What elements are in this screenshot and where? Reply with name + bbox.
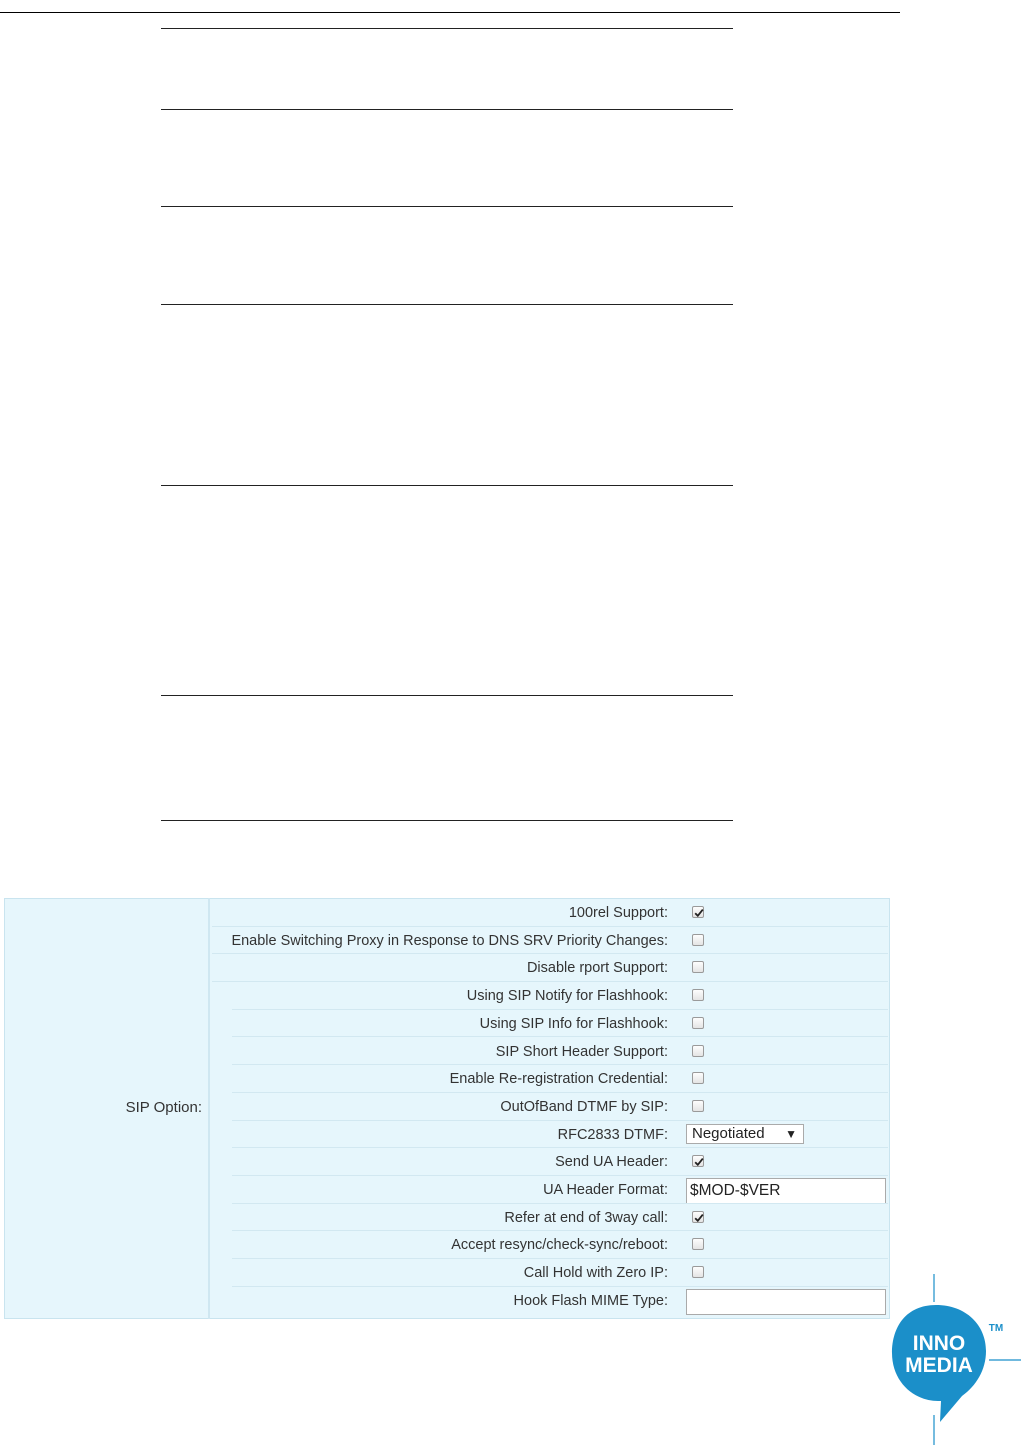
option-label: 100rel Support: — [568, 905, 668, 921]
table-rule-6 — [161, 695, 733, 696]
option-label: Call Hold with Zero IP: — [523, 1265, 668, 1282]
checkbox[interactable] — [692, 1155, 704, 1167]
checkbox[interactable] — [692, 1045, 704, 1057]
option-row-accept-resync-check-sync-reboot — [212, 1231, 888, 1259]
option-value-cell — [684, 1148, 888, 1176]
table-rule-4 — [161, 304, 733, 305]
option-row-using-sip-notify-for-flashhook — [212, 982, 888, 1010]
option-label: Enable Re-registration Credential: — [449, 1071, 668, 1088]
option-label: Refer at end of 3way call: — [504, 1209, 668, 1226]
checkbox[interactable] — [692, 1266, 704, 1278]
option-label: Enable Switching Proxy in Response to DNS SRV Priority Changes: — [231, 932, 668, 949]
table-rule-2 — [161, 109, 733, 110]
logo-tm: TM — [988, 1323, 1004, 1334]
option-label: UA Header Format: — [543, 1182, 668, 1198]
option-value-cell — [684, 1176, 888, 1204]
option-label: OutOfBand DTMF by SIP: — [500, 1098, 668, 1115]
option-row-sip-short-header-support — [212, 1038, 888, 1066]
innomedia-logo — [884, 1270, 1021, 1445]
option-value-cell — [684, 1038, 888, 1066]
option-label: SIP Short Header Support: — [495, 1043, 668, 1060]
table-rule-7 — [161, 820, 733, 821]
option-row-ua-header-format — [212, 1176, 888, 1204]
checkbox[interactable] — [692, 961, 704, 973]
checkmark-icon — [693, 1212, 705, 1224]
table-rule-3 — [161, 206, 733, 207]
option-label: Using SIP Info for Flashhook: — [479, 1015, 668, 1032]
checkbox[interactable] — [692, 1238, 704, 1250]
option-row-call-hold-with-zero-ip — [212, 1259, 888, 1287]
option-row-hook-flash-mime-type — [212, 1287, 888, 1315]
select-value: Negotiated — [692, 1124, 765, 1142]
logo-line1: INNO — [912, 1332, 966, 1355]
option-value-cell — [684, 1204, 888, 1232]
checkbox[interactable] — [692, 1072, 704, 1084]
checkbox[interactable] — [692, 1100, 704, 1112]
checkbox[interactable] — [692, 1211, 704, 1223]
option-label: Using SIP Notify for Flashhook: — [466, 988, 668, 1005]
option-label: Disable rport Support: — [526, 960, 668, 977]
option-row-using-sip-info-for-flashhook — [212, 1010, 888, 1038]
option-label: Accept resync/check-sync/reboot: — [451, 1237, 668, 1254]
rfc2833-dtmf-select[interactable] — [686, 1124, 804, 1144]
option-value-cell — [684, 1259, 888, 1287]
option-value-cell — [684, 1287, 888, 1315]
option-row-rfc2833-dtmf — [212, 1121, 888, 1149]
checkmark-icon — [693, 907, 705, 919]
option-row-disable-rport-support — [212, 954, 888, 982]
checkmark-icon — [693, 1156, 705, 1168]
option-row-outofband-dtmf-by-sip — [212, 1093, 888, 1121]
option-row-100rel-support — [212, 899, 888, 927]
option-label: RFC2833 DTMF: — [557, 1126, 668, 1143]
option-value-cell — [684, 1093, 888, 1121]
checkbox[interactable] — [692, 906, 704, 918]
sip-option-label-cell — [4, 898, 210, 1319]
page-top-rule — [0, 12, 900, 13]
option-label: Hook Flash MIME Type: — [513, 1292, 668, 1309]
table-rule-1 — [161, 28, 733, 29]
dropdown-arrow-icon: ▼ — [785, 1126, 797, 1141]
ua-header-format-input[interactable]: $MOD-$VER — [686, 1178, 886, 1204]
option-value-cell — [684, 927, 888, 955]
sip-option-label: SIP Option: — [125, 1099, 202, 1116]
hook-flash-mime-type-input[interactable] — [686, 1289, 886, 1315]
option-value-cell — [684, 899, 888, 927]
checkbox[interactable] — [692, 989, 704, 1001]
option-value-cell — [684, 1065, 888, 1093]
option-row-send-ua-header — [212, 1148, 888, 1176]
option-value-cell — [684, 982, 888, 1010]
option-label: Send UA Header: — [555, 1154, 668, 1171]
option-row-enable-switching-proxy-in-response-to-dns-srv-priority-changes — [212, 927, 888, 955]
option-value-cell — [684, 954, 888, 982]
logo-line2: MEDIA — [905, 1354, 973, 1377]
checkbox[interactable] — [692, 1017, 704, 1029]
checkbox[interactable] — [692, 934, 704, 946]
option-value-cell — [684, 1121, 888, 1149]
table-rule-5 — [161, 485, 733, 486]
option-value-cell — [684, 1231, 888, 1259]
option-value-cell — [684, 1010, 888, 1038]
option-row-refer-at-end-of-3way-call — [212, 1204, 888, 1232]
option-row-enable-re-registration-credential — [212, 1065, 888, 1093]
